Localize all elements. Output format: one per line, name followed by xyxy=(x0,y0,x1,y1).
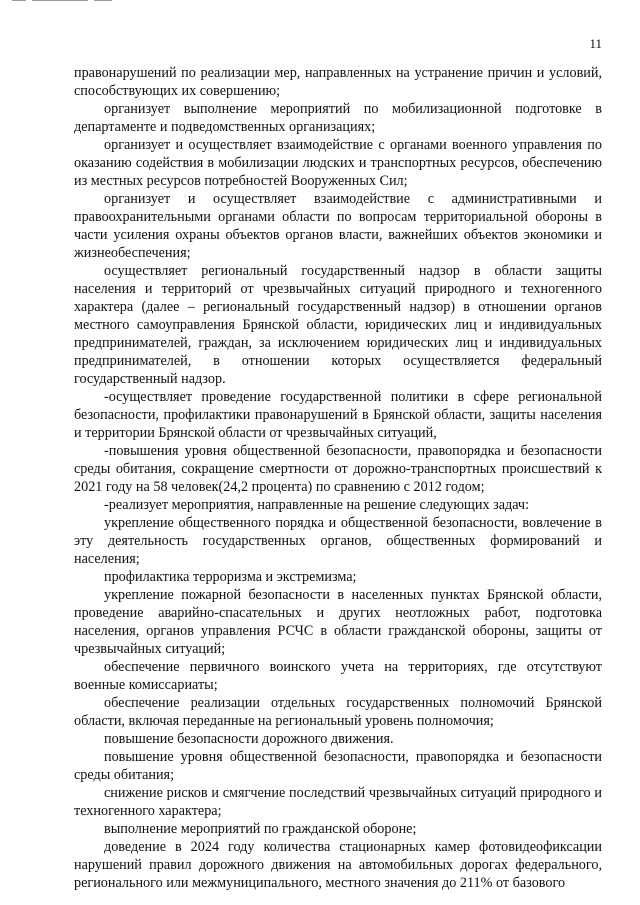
paragraph: организует и осуществляет взаимодействие с административными и правоохранительными органами области по вопросам территориальной обороны в части усиления охраны объектов органов власти, важнейших объектов экономики и жизнеобеспечения; xyxy=(74,191,602,261)
paragraph: -осуществляет проведение государственной политики в сфере региональной безопасности, профилактики правонарушений в Брянской области, защиты населения и территории Брянской области от чрезвычайных ситуаций, xyxy=(74,389,602,441)
paragraph: доведение в 2024 году количества стационарных камер фотовидеофиксации нарушений правил дорожного движения на автомобильных дорогах федерального, регионального или межмуниципального, местного значения до 211% от базового xyxy=(74,839,602,891)
paragraph: организует и осуществляет взаимодействие с органами военного управления по оказанию содействия в мобилизации людских и транспортных ресурсов, обеспечению из местных ресурсов потребностей Вооруженных Сил; xyxy=(74,137,602,189)
paragraph: укрепление пожарной безопасности в населенных пунктах Брянской области, проведение аварийно-спасательных и других неотложных работ, подготовка населения, органов управления РСЧС в области гражданской обороны, защиты от чрезвычайных ситуаций; xyxy=(74,587,602,657)
paragraph: правонарушений по реализации мер, направленных на устранение причин и условий, способствующих их совершению; xyxy=(74,65,602,99)
document-body xyxy=(74,64,602,892)
page-number: 11 xyxy=(589,36,602,51)
paragraph: повышение безопасности дорожного движения. xyxy=(104,731,394,747)
paragraph: профилактика терроризма и экстремизма; xyxy=(104,569,357,585)
paragraph: -повышения уровня общественной безопасности, правопорядка и безопасности среды обитания, сокращение смертности от дорожно-транспортных происшествий к 2021 году на 58 человек(24,2 процента) по сравнению с 2012 годом; xyxy=(74,443,602,495)
paragraph: осуществляет региональный государственный надзор в области защиты населения и территорий от чрезвычайных ситуаций природного и техногенного характера (далее – региональный государственный надзор) в отношении органов местного самоуправления Брянской области, юридических лиц и индивидуальных предпринимателей, граждан, за исключением юридических лиц и индивидуальных предпринимателей, в отношении которых осуществляется федеральный государственный надзор. xyxy=(74,263,602,387)
paragraph: обеспечение первичного воинского учета на территориях, где отсутствуют военные комиссариаты; xyxy=(74,659,602,693)
paragraph: выполнение мероприятий по гражданской обороне; xyxy=(104,821,417,837)
paragraph: -реализует мероприятия, направленные на решение следующих задач: xyxy=(104,497,530,513)
paragraph: снижение рисков и смягчение последствий чрезвычайных ситуаций природного и техногенного характера; xyxy=(74,785,602,819)
scan-artifact xyxy=(12,0,162,3)
paragraph: повышение уровня общественной безопасности, правопорядка и безопасности среды обитания; xyxy=(74,749,602,783)
paragraph: организует выполнение мероприятий по мобилизационной подготовке в департаменте и подведомственных организациях; xyxy=(74,101,602,135)
paragraph: обеспечение реализации отдельных государственных полномочий Брянской области, включая переданные на региональный уровень полномочия; xyxy=(74,695,602,729)
paragraph: укрепление общественного порядка и общественной безопасности, вовлечение в эту деятельность государственных органов, общественных формирований и населения; xyxy=(74,515,602,567)
